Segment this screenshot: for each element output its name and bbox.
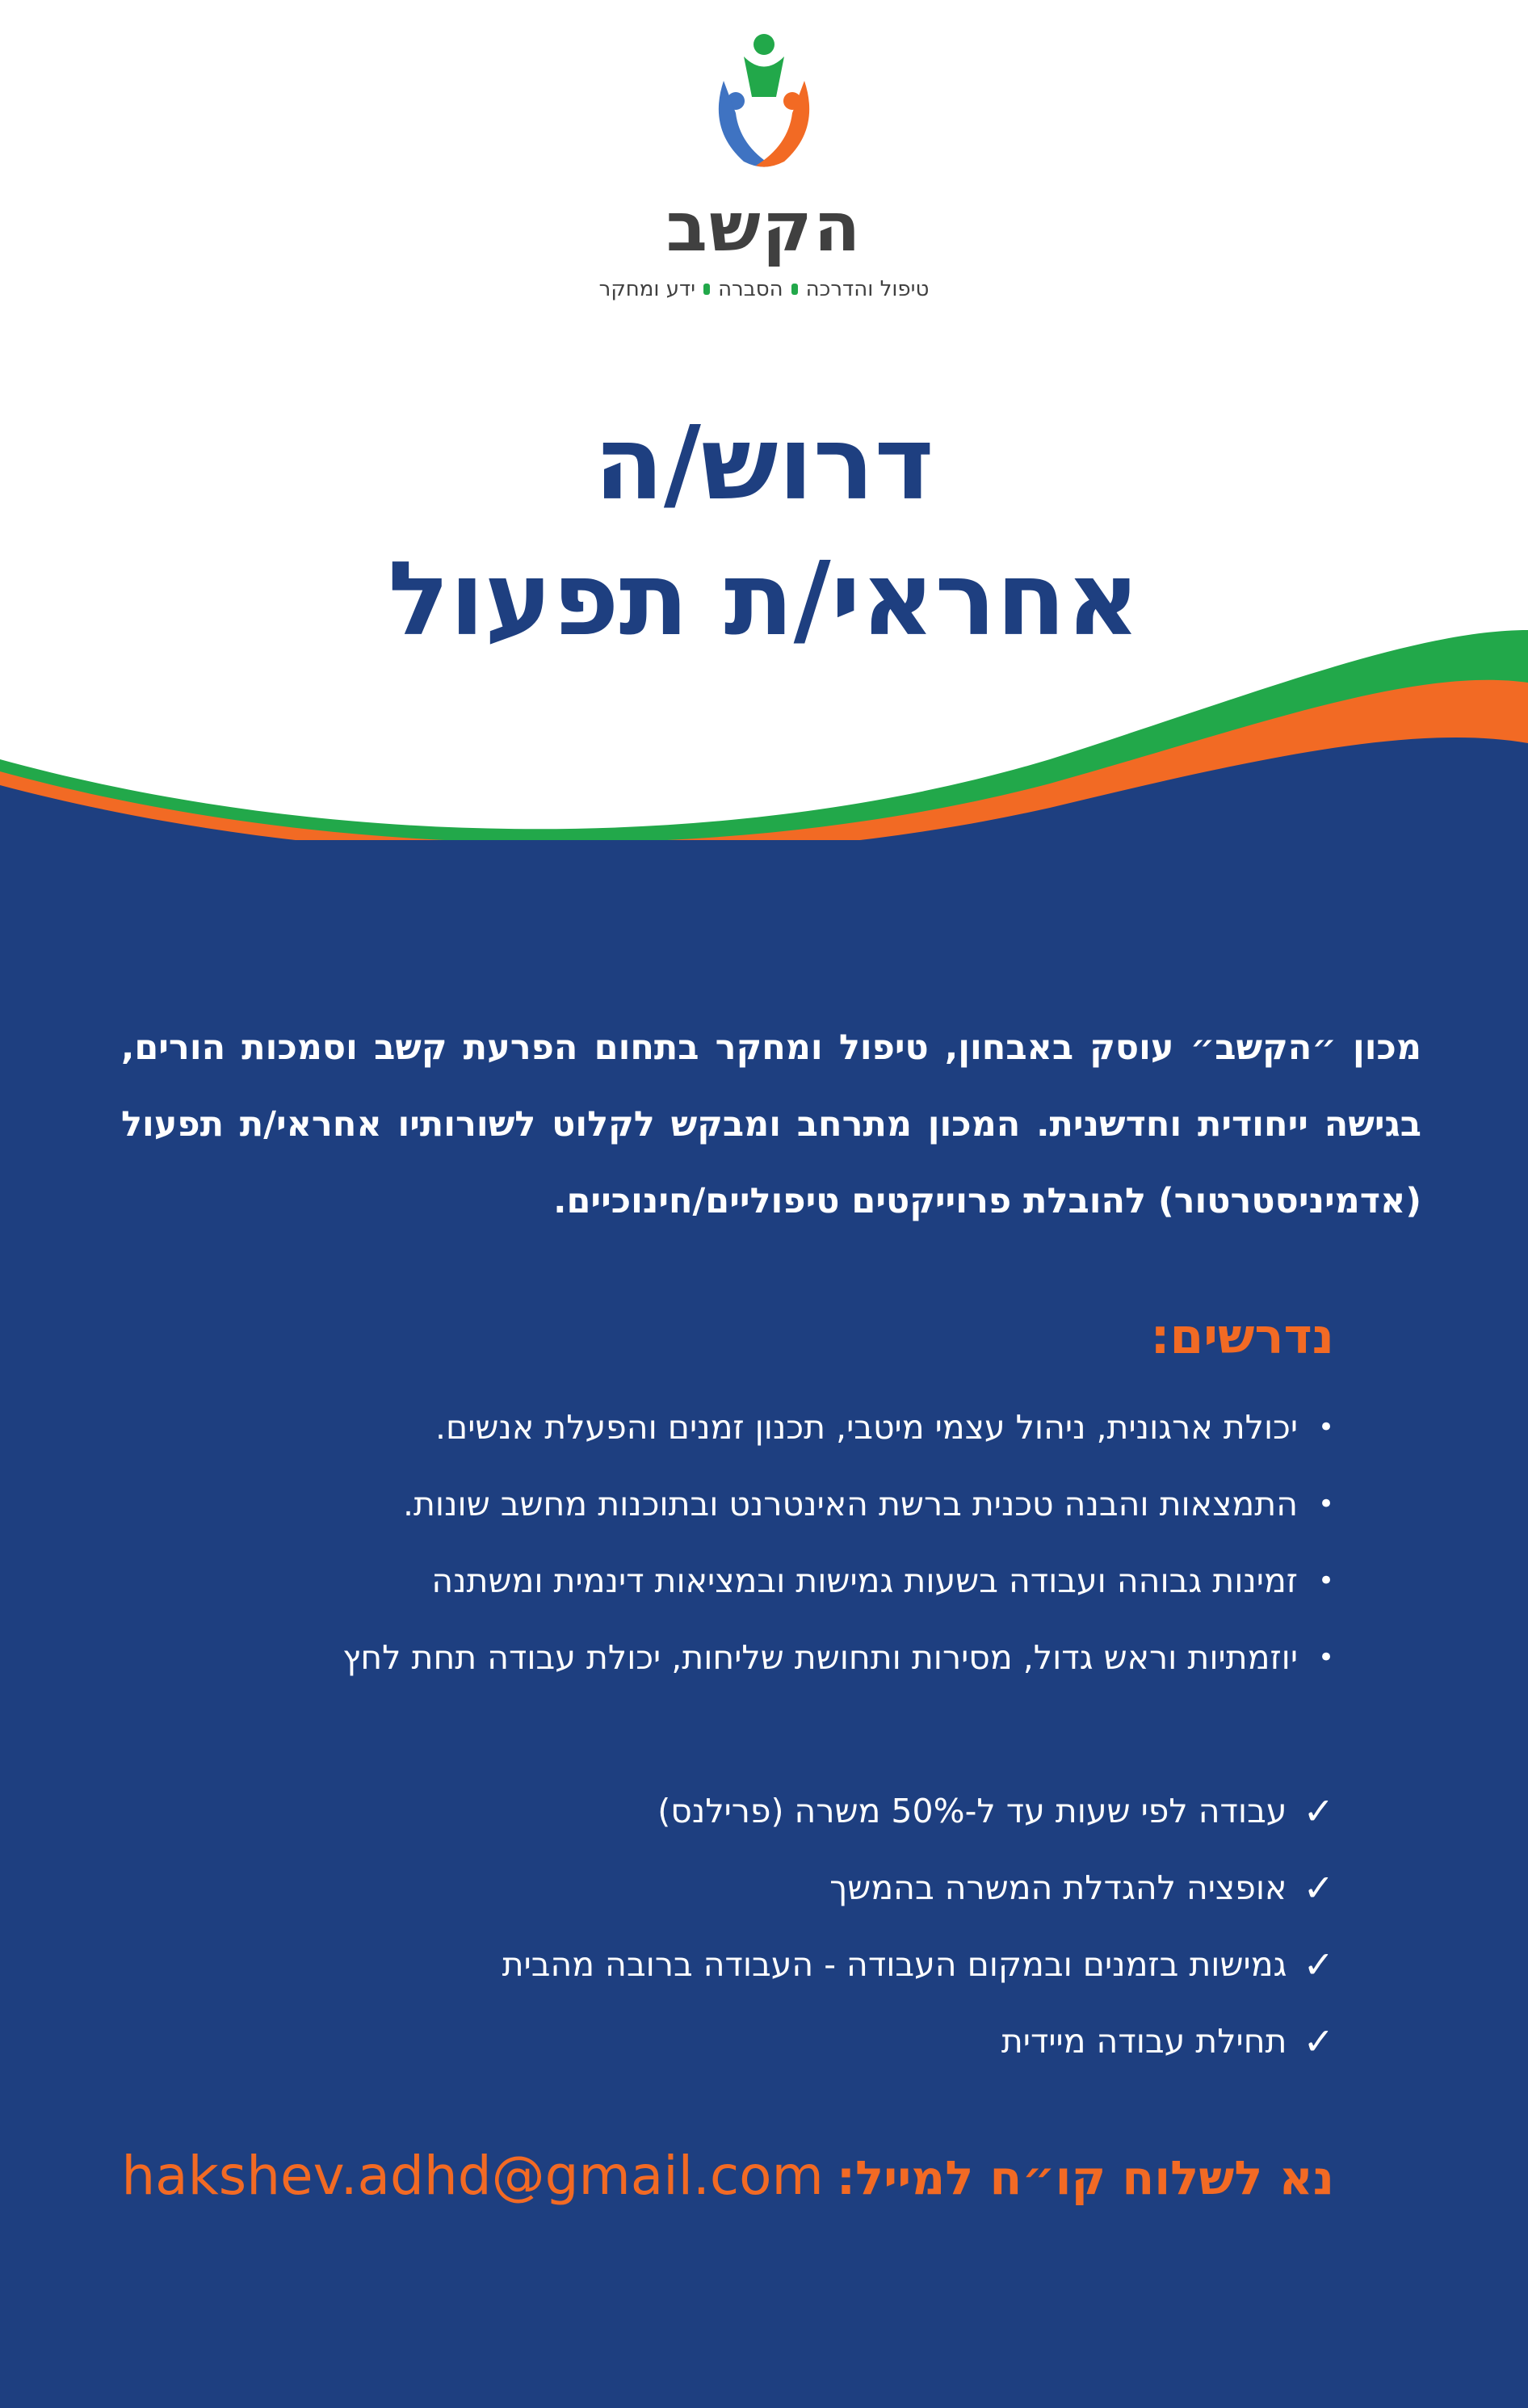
requirement-item (123, 1620, 1334, 1696)
contact-line (121, 2145, 1334, 2207)
checkmark-icon: ✓ (1303, 2019, 1334, 2063)
perk-text: גמישות בזמנים ובמקום העבודה - העבודה ברובה מהבית (502, 1945, 1287, 1984)
tagline-item: טיפול והדרכה (805, 277, 930, 301)
perk-text: תחילת עבודה מיידית (1001, 2022, 1287, 2061)
bullet-icon: • (1317, 1565, 1334, 1597)
logo (0, 32, 1528, 301)
contact-label: נא לשלוח קו״ח למייל: (836, 2150, 1334, 2205)
perk-text: אופציה להגדלת המשרה בהמשך (829, 1868, 1287, 1907)
perk-text: עבודה לפי שעות עד ל-50% משרה (פרילנס) (657, 1792, 1287, 1830)
requirement-item (123, 1389, 1334, 1466)
brand-name: הקשב (665, 187, 863, 267)
perk-item (123, 1927, 1334, 2003)
checkmark-icon: ✓ (1303, 1789, 1334, 1833)
requirement-text: זמינות גבוהה ועבודה בשעות גמישות ובמציאות דינמית ומשתנה (431, 1561, 1298, 1600)
requirement-item (123, 1543, 1334, 1620)
checkmark-icon: ✓ (1303, 1943, 1334, 1986)
contact-email-link[interactable]: hakshev.adhd@gmail.com (121, 2145, 824, 2207)
headline-line-2: אחראי/ת תפעול (388, 540, 1140, 658)
tagline-separator-icon (791, 284, 798, 295)
bullet-icon: • (1317, 1411, 1334, 1444)
requirement-text: יכולת ארגונית, ניהול עצמי מיטבי, תכנון זמנים והפעלת אנשים. (434, 1408, 1298, 1447)
perk-item (123, 1773, 1334, 1850)
headline-line-1: דרוש/ה (594, 404, 934, 523)
tagline-item: הסברה (718, 277, 783, 301)
bullet-icon: • (1317, 1641, 1334, 1674)
bullet-icon: • (1317, 1488, 1334, 1520)
requirements-list (123, 1389, 1334, 1696)
requirement-text: התמצאות והבנה טכנית ברשת האינטרנט ובתוכנות מחשב שונות. (402, 1485, 1298, 1523)
logo-people-icon (712, 32, 816, 174)
intro-paragraph: מכון ״הקשב״ עוסק באבחון, טיפול ומחקר בתחום הפרעת קשב וסמכות הורים, בגישה ייחודית וחדשנית. המכון מתרחב ומבקש לקלוט לשורותיו אחראי/ת תפעול (אדמיניסטרטור) להובלת פרוייקטים טיפוליים/חינוכיים. (121, 1027, 1421, 1221)
requirement-text: יוזמתיות וראש גדול, מסירות ותחושת שליחות, יכולת עבודה תחת לחץ (342, 1638, 1298, 1677)
job-headline (0, 396, 1528, 667)
perk-item (123, 1850, 1334, 1927)
perk-item (123, 2003, 1334, 2080)
tagline-separator-icon (703, 284, 710, 295)
requirements-title: נדרשים: (1150, 1309, 1334, 1365)
perks-list (123, 1773, 1334, 2080)
checkmark-icon: ✓ (1303, 1866, 1334, 1910)
brand-tagline (599, 277, 930, 301)
tagline-item: ידע ומחקר (598, 277, 696, 301)
requirement-item (123, 1466, 1334, 1543)
